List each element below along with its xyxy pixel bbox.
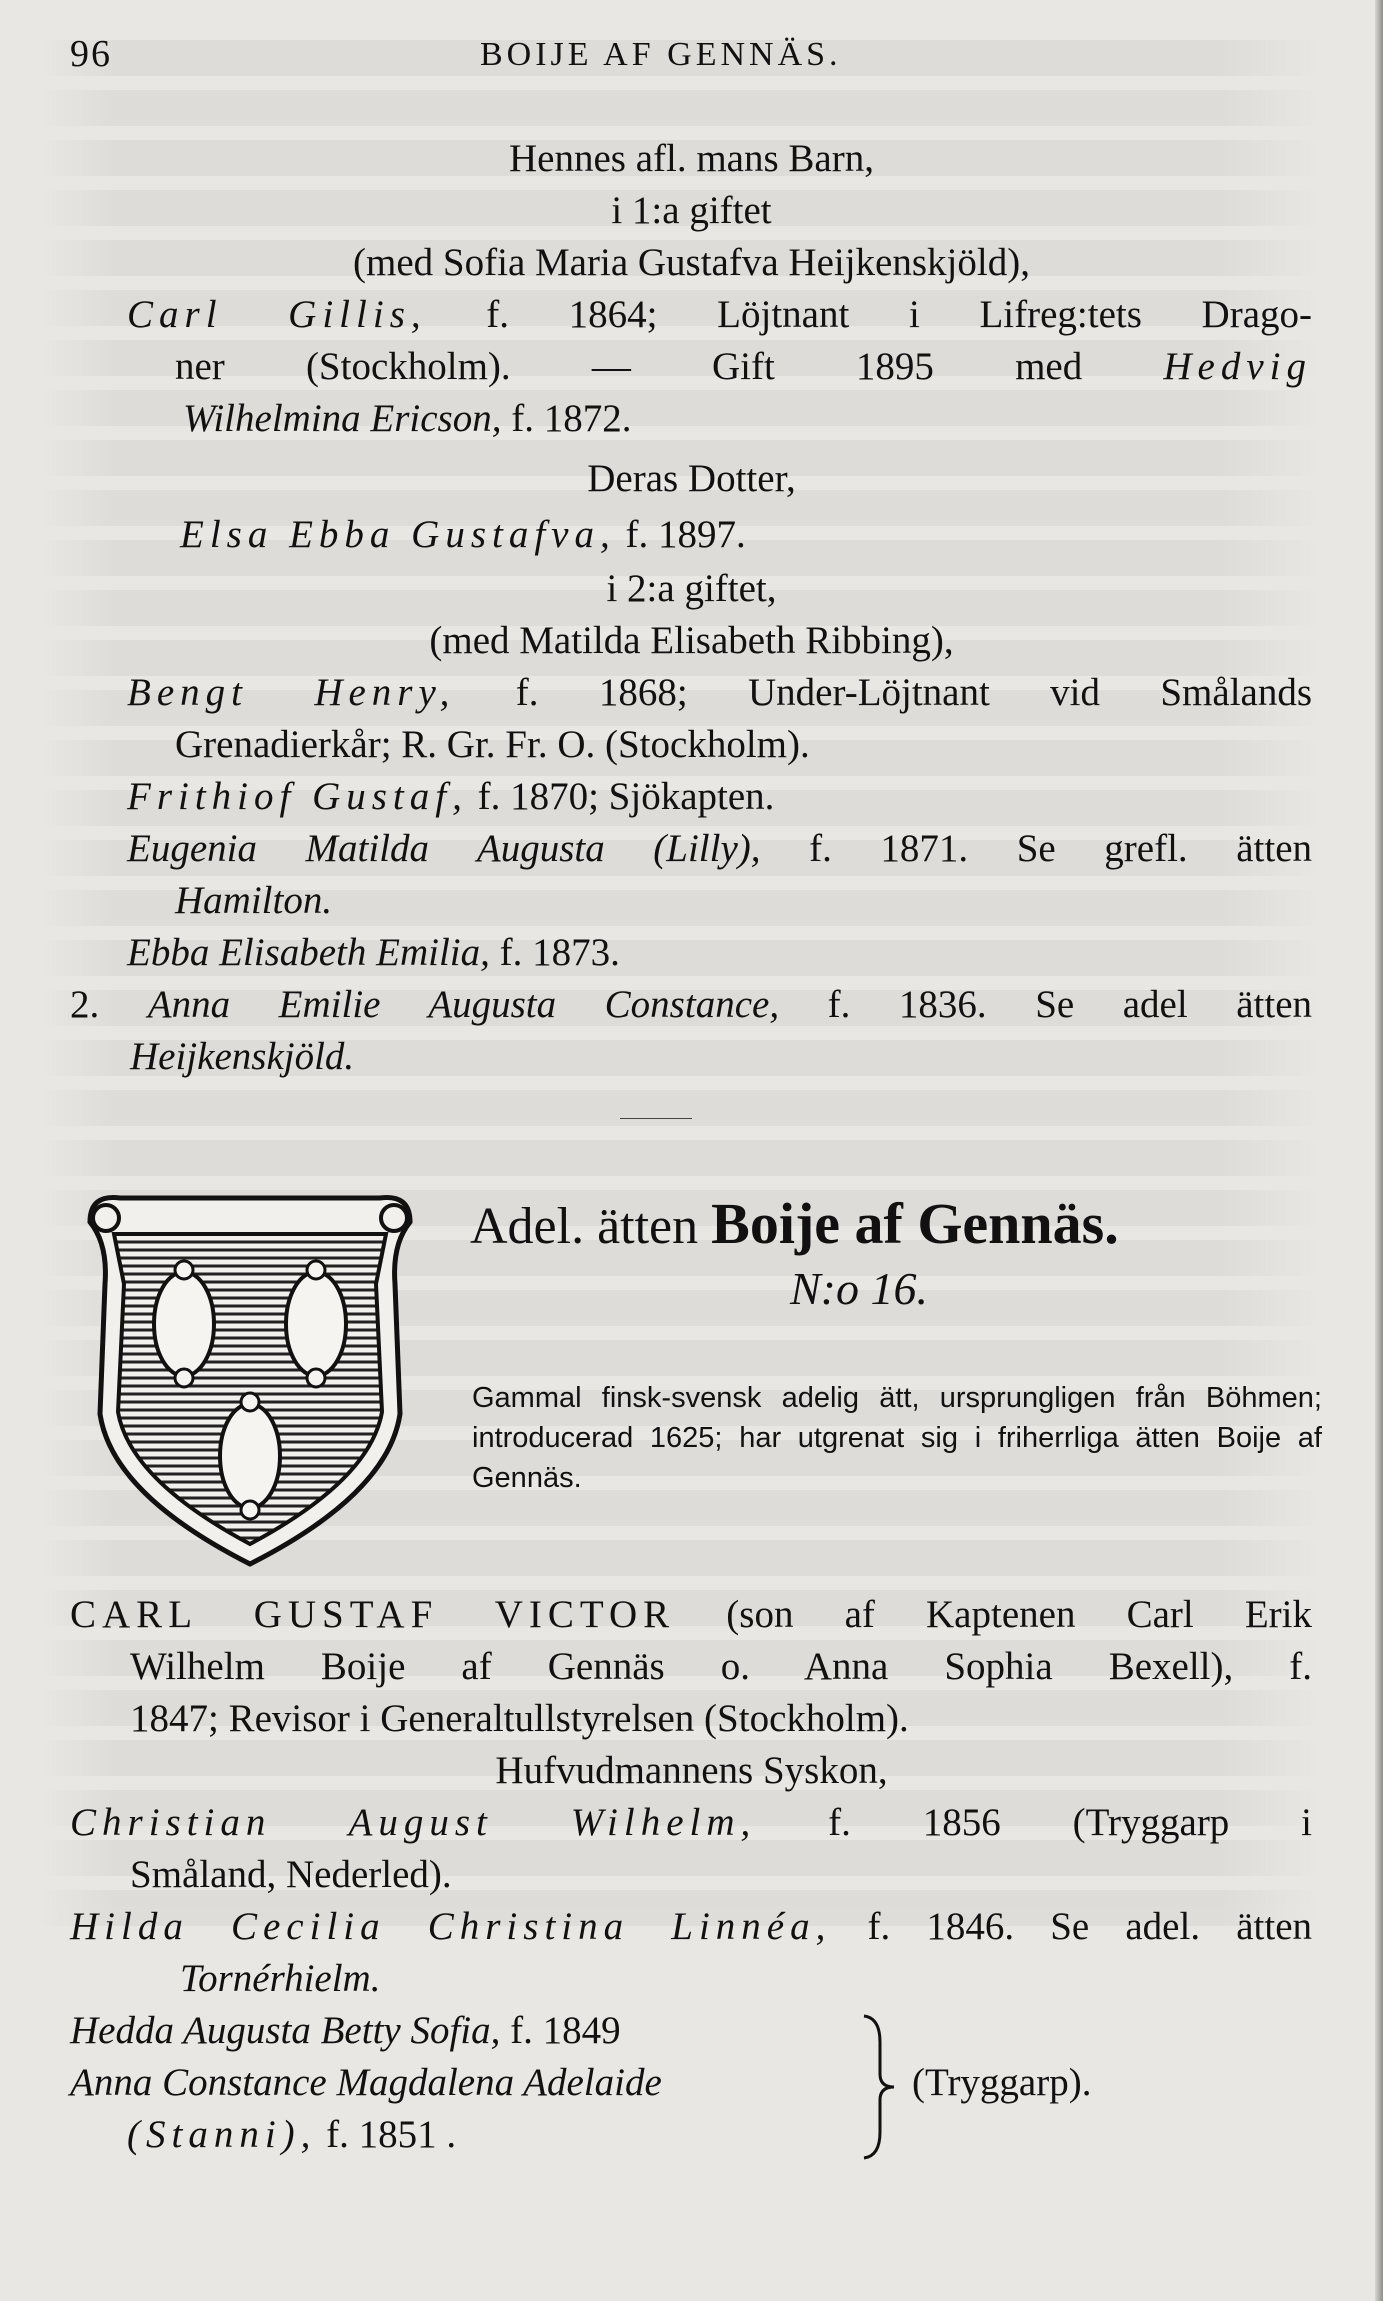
entry-hilda-ref: Tornérhielm. [180,1957,381,2000]
entry-hilda-line1 [70,1904,1312,1950]
right-brace-icon [860,2012,900,2162]
entry-carl-line3 [183,396,631,442]
entry-elsa [180,512,746,558]
head-line3: 1847; Revisor i Generaltullstyrelsen (Stockholm). [130,1697,909,1740]
coat-of-arms-shield-icon [70,1174,430,1574]
entry-number: 2. [70,983,100,1026]
entry-bengt-line2: Grenadierkår; R. Gr. Fr. O. (Stockholm). [175,723,810,766]
page-header [0,32,1383,82]
entry-text: f. 1868; Under-Löjtnant vid Smålands [515,671,1313,714]
entry-hedda [70,2008,621,2054]
head-line1 [70,1592,1312,1638]
entry-text: f. 1864; Löjtnant i Lifreg:tets Drago- [486,293,1312,336]
first-spouse-line: (med Sofia Maria Gustafva Heijkenskjöld), [353,241,1030,284]
person-name: Elsa Ebba Gustafva, [180,513,616,556]
spouse-name: Hedvig [1163,345,1313,388]
section-divider [620,1118,692,1119]
entry-text: f. 1870; Sjökapten. [477,775,775,818]
entry-eugenia-ref: Hamilton. [175,879,333,922]
entry-text: f. 1849 [510,2009,621,2052]
person-name: Bengt Henry, [127,671,456,714]
entry-text: f. 1851 . [326,2113,457,2156]
heading-family-name: Boije af Gennäs. [711,1191,1119,1256]
daughter-heading: Deras Dotter, [587,457,796,500]
head-name: CARL GUSTAF VICTOR [70,1593,676,1636]
entry-text: f. 1897. [625,513,746,556]
entry-christian-line2: Småland, Nederled). [130,1853,452,1896]
heading-prefix: Adel. ätten [470,1198,699,1255]
entry-anna2-name: Anna Constance Magdalena Adelaide [70,2061,662,2104]
person-name: Hilda Cecilia Christina Linnéa, [70,1905,832,1948]
entry-ebba [127,930,620,976]
family-number: N:o 16. [790,1263,928,1314]
entry-text: f. 1836. Se adel ätten [827,983,1313,1026]
entry-text: (son af Kaptenen Carl Erik [726,1593,1312,1636]
entry-bengt-line1 [127,670,1312,716]
second-spouse-line: (med Matilda Elisabeth Ribbing), [429,619,954,662]
entry-anna-ref: Heijkenskjöld. [130,1035,355,1078]
person-name: Carl Gillis, [127,293,427,336]
family-description: Gammal finsk-svensk adelig ätt, ursprungligen från Böhmen; introducerad 1625; har utgrenat sig i friherrliga ätten Boije af Gennäs. [472,1382,1322,1494]
entry-stanni [127,2112,456,2158]
entry-carl-line2 [175,344,1312,390]
entry-text: ner (Stockholm). — Gift 1895 med [175,345,1083,388]
entry-text: f. 1856 (Tryggarp i [828,1801,1312,1844]
person-name: (Stanni), [127,2113,317,2156]
person-name: Frithiof Gustaf, [127,775,468,818]
entry-eugenia-line1 [127,826,1312,872]
person-name: Hedda Augusta Betty Sofia, [70,2009,501,2052]
children-intro: Hennes afl. mans Barn, [509,137,874,180]
entry-anna-line1 [70,982,1312,1028]
entry-text: f. 1846. Se adel. ätten [867,1905,1313,1948]
second-marriage-heading: i 2:a giftet, [606,567,777,610]
person-name: Anna Emilie Augusta Constance, [147,983,780,1026]
entry-text: f. 1873. [499,931,620,974]
running-head: BOIJE AF GENNÄS. [480,36,842,73]
person-name: Eugenia Matilda Augusta (Lilly), [127,827,761,870]
person-name: Christian August Wilhelm, [70,1801,757,1844]
entry-christian-line1 [70,1800,1312,1846]
person-name: Ebba Elisabeth Emilia, [127,931,490,974]
family-heading [470,1190,1325,1257]
page-number: 96 [70,33,112,75]
spouse-name: Wilhelmina Ericson, [183,397,502,440]
entry-tryggarp: (Tryggarp). [912,2061,1092,2104]
entry-frithiof [127,774,774,820]
siblings-heading: Hufvudmannens Syskon, [495,1749,888,1792]
head-line2: Wilhelm Boije af Gennäs o. Anna Sophia Bexell), f. [130,1645,1312,1688]
entry-text: f. 1872. [511,397,632,440]
page-edge [1375,0,1383,2301]
entry-carl-line1 [127,292,1312,338]
first-marriage-heading: i 1:a giftet [611,189,772,232]
entry-text: f. 1871. Se grefl. ätten [809,827,1313,870]
